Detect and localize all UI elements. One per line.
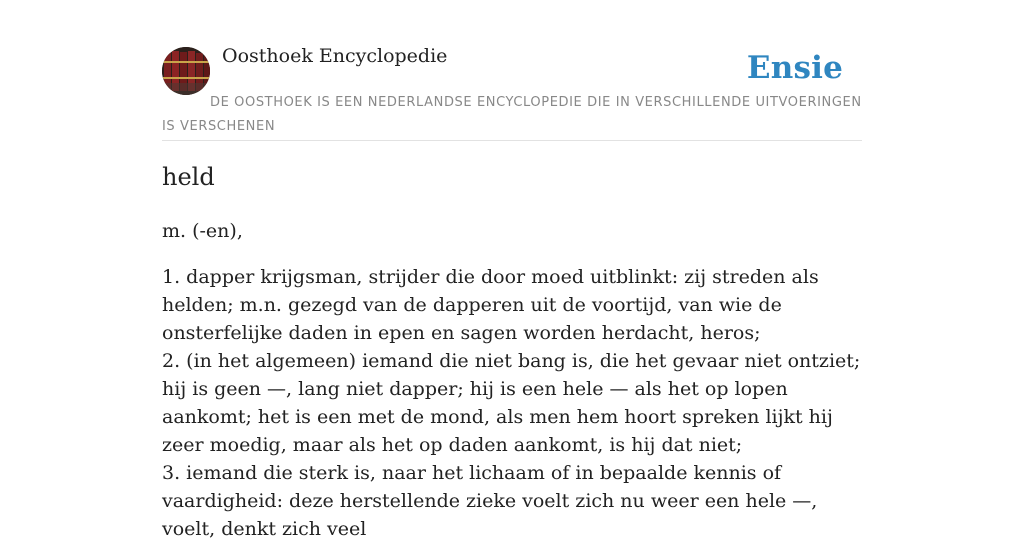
definition-item: 2. (in het algemeen) iemand die niet bang is, die het gevaar niet ontziet; hij is geen —, lang niet dapper; hij is een hele — als het op lopen aankomt; het is een met de mond, als men hem hoort spreken lijkt hij zeer moedig, maar als het op daden aankomt, is hij dat niet; (162, 350, 861, 456)
entry-definitions (162, 263, 862, 543)
books-image (162, 47, 210, 95)
site-header (162, 0, 862, 141)
page-container (162, 0, 862, 540)
entry-title: held (162, 163, 215, 191)
definition-item: 3. iemand die sterk is, naar het lichaam of in bepaalde kennis of vaardigheid: deze herstellende zieke voelt zich nu weer een hele —, voelt, denkt zich veel (162, 462, 818, 540)
ensie-logo-link[interactable]: Ensie (746, 50, 843, 86)
site-name-link[interactable]: Oosthoek Encyclopedie (222, 45, 448, 67)
entry-grammar: m. (-en), (162, 220, 243, 242)
encyclopedia-books-icon[interactable] (162, 47, 210, 95)
definition-item: 1. dapper krijgsman, strijder die door moed uitblinkt: zij streden als helden; m.n. gezegd van de dapperen uit de voortijd, van wie de onsterfelijke daden in epen en sagen worden herdacht, heros; (162, 266, 819, 344)
site-tagline: DE OOSTHOEK IS EEN NEDERLANDSE ENCYCLOPEDIE DIE IN VERSCHILLENDE UITVOERINGEN IS VERSCHENEN (162, 95, 862, 134)
